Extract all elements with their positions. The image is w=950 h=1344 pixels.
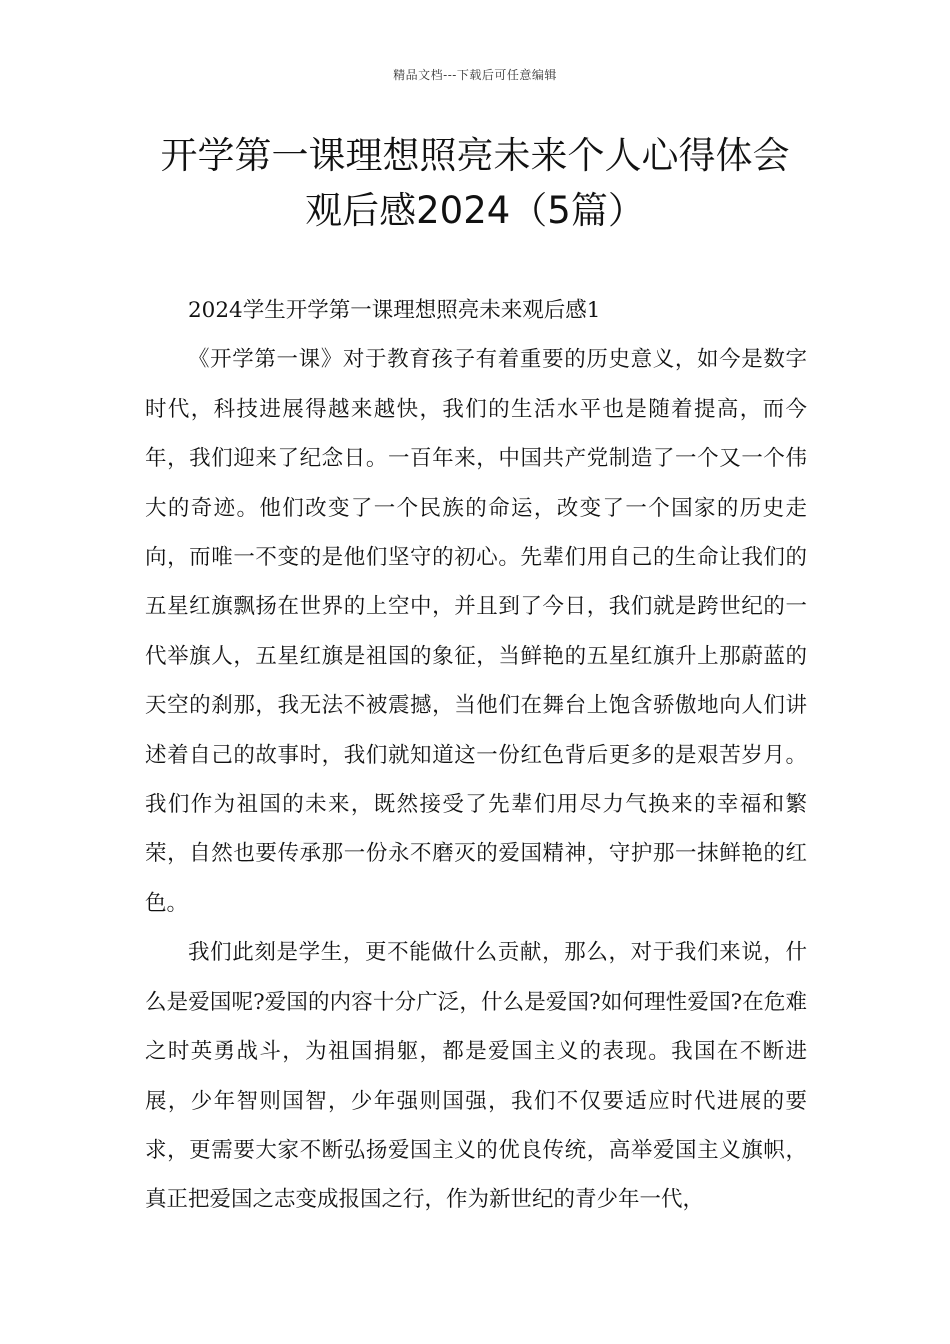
title-line-2: 观后感2024（5篇）	[305, 189, 645, 232]
header-note: 精品文档---下载后可任意编辑	[393, 68, 557, 82]
document-body	[145, 286, 807, 1225]
title-line-1: 开学第一课理想照亮未来个人心得体会	[160, 134, 790, 177]
paragraph-1: 《开学第一课》对于教育孩子有着重要的历史意义，如今是数字时代，科技进展得越来越快，我们的生活水平也是随着提高，而今年，我们迎来了纪念日。一百年来，中国共产党制造了一个又一个伟大的奇迹。他们改变了一个民族的命运，改变了一个国家的历史走向，而唯一不变的是他们坚守的初心。先辈们用自己的生命让我们的五星红旗飘扬在世界的上空中，并且到了今日，我们就是跨世纪的一代举旗人，五星红旗是祖国的象征，当鲜艳的五星红旗升上那蔚蓝的天空的刹那，我无法不被震撼，当他们在舞台上饱含骄傲地向人们讲述着自己的故事时，我们就知道这一份红色背后更多的是艰苦岁月。我们作为祖国的未来，既然接受了先辈们用尽力气换来的幸福和繁荣，自然也要传承那一份永不磨灭的爱国精神，守护那一抹鲜艳的红色。	[145, 347, 807, 916]
paragraph-2: 我们此刻是学生，更不能做什么贡献，那么，对于我们来说，什么是爱国呢?爱国的内容十分广泛，什么是爱国?如何理性爱国?在危难之时英勇战斗，为祖国捐躯，都是爱国主义的表现。我国在不断进展，少年智则国智，少年强则国强，我们不仅要适应时代进展的要求，更需要大家不断弘扬爱国主义的优良传统，高举爱国主义旗帜，真正把爱国之志变成报国之行，作为新世纪的青少年一代，	[145, 940, 807, 1213]
section-subheading: 2024学生开学第一课理想照亮未来观后感1	[188, 298, 601, 323]
document-title	[130, 128, 820, 238]
